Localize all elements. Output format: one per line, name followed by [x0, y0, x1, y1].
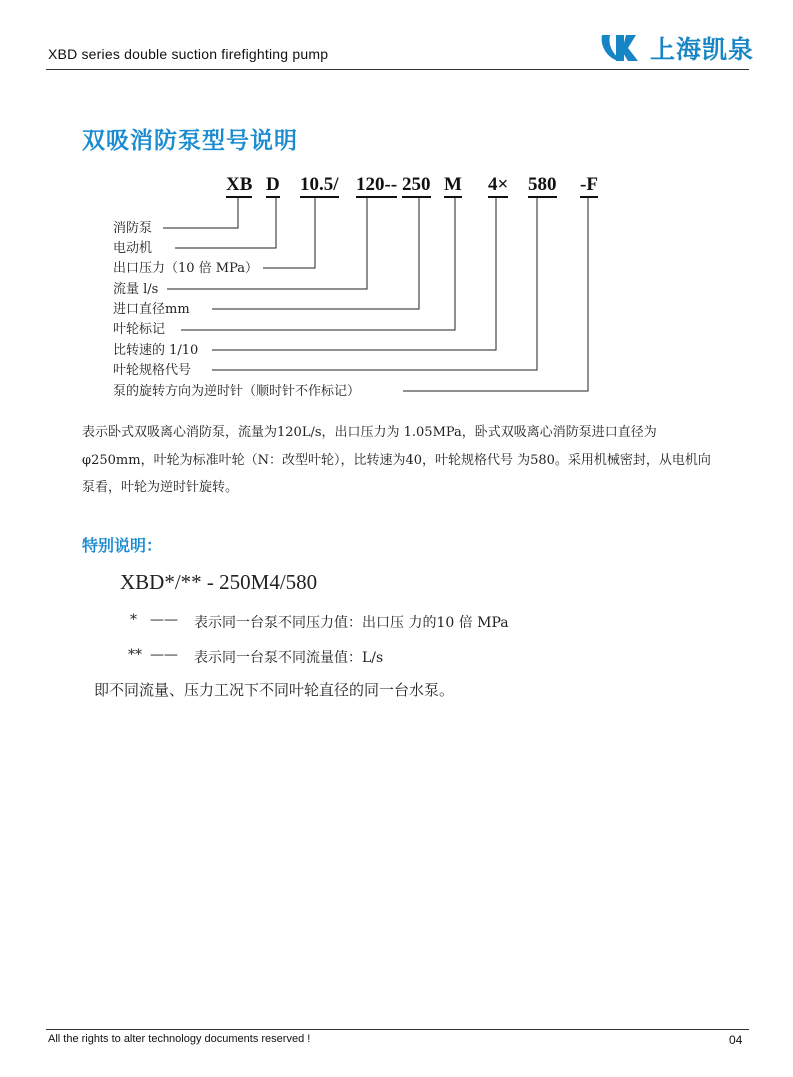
- code-rotation: -F: [580, 174, 598, 198]
- label-rotation: 泵的旋转方向为逆时针（顺时针不作标记）: [113, 384, 361, 399]
- header-title: XBD series double suction firefighting pump: [48, 46, 329, 62]
- conclusion-text: 即不同流量、压力工况下不同叶轮直径的同一台水泵。: [94, 681, 455, 699]
- leader-line-specific-speed: [212, 198, 496, 350]
- note-2-dash: ——: [150, 647, 178, 663]
- leader-line-impeller-mark: [181, 198, 455, 330]
- page-heading: 双吸消防泵型号说明: [82, 128, 298, 154]
- note-1-symbol: *: [130, 612, 137, 628]
- label-impeller-mark: 叶轮标记: [113, 322, 166, 337]
- label-outlet-pressure: 出口压力（10 倍 MPa）: [113, 261, 259, 276]
- note-1-dash: ——: [150, 612, 178, 628]
- code-impeller-mark: M: [444, 174, 462, 198]
- page-number: 04: [729, 1033, 743, 1047]
- note-2-symbol: **: [128, 647, 142, 663]
- note-1-text: 表示同一台泵不同压力值：出口压 力的10 倍 MPa: [194, 615, 509, 631]
- description-paragraph: 表示卧式双吸离心消防泵，流量为120L/s，出口压力为 1.05MPa，卧式双吸离心消防泵进口直径为 φ250mm，叶轮为标准叶轮（N：改型叶轮），比转速为40，叶轮规格代号 为580。采用机械密封，从电机向泵看，叶轮为逆时针旋转。: [82, 425, 711, 495]
- label-impeller-spec: 叶轮规格代号: [113, 363, 192, 378]
- leader-line-impeller-spec: [212, 198, 537, 370]
- leader-line-pressure: [263, 198, 315, 268]
- code-d: D: [266, 174, 280, 198]
- label-inlet-diameter: 进口直径mm: [113, 302, 190, 317]
- special-formula: XBD*/** - 250M4/580: [120, 570, 318, 594]
- label-specific-speed: 比转速的 1/10: [113, 343, 199, 358]
- code-specific-speed: 4×: [488, 174, 508, 198]
- footer-divider: [46, 1029, 749, 1030]
- special-heading: 特别说明：: [82, 536, 163, 555]
- code-inlet: 250: [402, 174, 431, 198]
- code-xb: XB: [226, 174, 252, 198]
- footer-text: All the rights to alter technology documents reserved !: [48, 1033, 311, 1045]
- code-pressure: 10.5/: [300, 174, 339, 198]
- label-motor: 电动机: [113, 241, 153, 256]
- code-impeller-spec: 580: [528, 174, 557, 198]
- leader-line-d: [175, 198, 276, 248]
- leader-line-flow: [167, 198, 367, 289]
- label-fire-pump: 消防泵: [113, 221, 153, 236]
- logo-text: 上海凯泉: [650, 35, 755, 64]
- note-2-text: 表示同一台泵不同流量值：L/s: [194, 650, 384, 666]
- code-flow: 120--: [356, 174, 397, 198]
- leader-line-xb: [163, 198, 238, 228]
- label-flow: 流量 l/s: [113, 282, 159, 297]
